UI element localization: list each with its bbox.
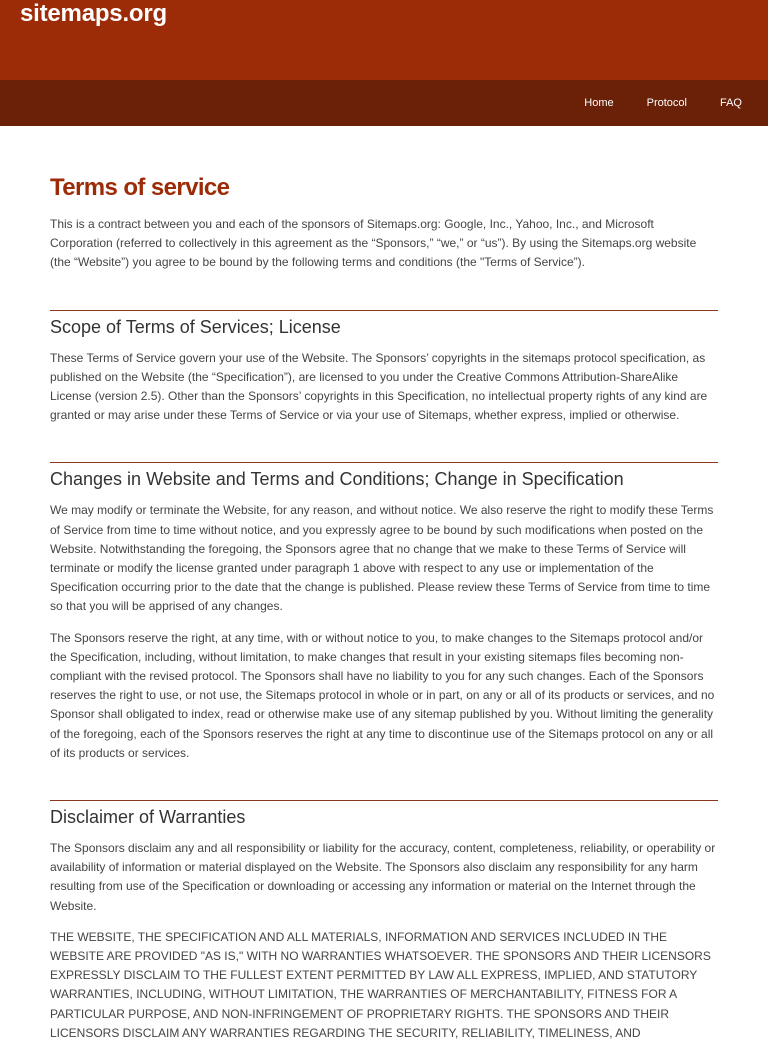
disclaimer-paragraph-2: THE WEBSITE, THE SPECIFICATION AND ALL MATERIALS, INFORMATION AND SERVICES INCLUDED IN THE WEBSITE ARE PROVIDED "AS IS," WITH NO WARRANTIES WHATSOEVER. THE SPONSORS AND THEIR LICENSORS EXPRESSLY DISCLAIM TO THE FULLEST EXTENT PERMITTED BY LAW ALL EXPRESS, IMPLIED, AND STATUTORY WARRANTIES, INCLUDING, WITHOUT LIMITATION, THE WARRANTIES OF MERCHANTABILITY, FITNESS FOR A PARTICULAR PURPOSE, AND NON-INFRINGEMENT OF PROPRIETARY RIGHTS. THE SPONSORS AND THEIR LICENSORS DISCLAIM ANY WARRANTIES REGARDING THE SECURITY, RELIABILITY, TIMELINESS, AND — [50, 929, 711, 1040]
main-nav — [584, 80, 742, 126]
changes-paragraph-1: We may modify or terminate the Website, for any reason, and without notice. We also reserve the right to modify these Terms of Service from time to time without notice, and you expressly agree to be bound by such modifications when posted on the Website. Notwithstanding the foregoing, the Sponsors agree that no change that we make to these Terms of Service will terminate or modify the license granted under paragraph 1 above with respect to any use or implementation of the Specification occurring prior to the date that the change is published. Please review these Terms of Service from time to time so that you will be apprised of any changes. — [50, 503, 714, 614]
page-title: Terms of service — [50, 174, 230, 201]
nav-link-protocol[interactable]: Protocol — [646, 97, 687, 109]
section-divider — [50, 462, 718, 463]
section-heading-changes: Changes in Website and Terms and Conditions; Change in Specification — [50, 469, 624, 490]
section-divider — [50, 800, 718, 801]
disclaimer-paragraph-1: The Sponsors disclaim any and all responsibility or liability for the accuracy, content, completeness, reliability, or operability or availability of information or material displayed on the Website. The Sponsors also disclaim any responsibility for any harm resulting from use of the Specification or downloading or accessing any information or material on the Internet through the Website. — [50, 841, 716, 913]
changes-paragraph-2: The Sponsors reserve the right, at any time, with or without notice to you, to make changes to the Sitemaps protocol and/or the Specification, including, without limitation, to make changes that result in your existing sitemaps files becoming non-compliant with the revised protocol. The Sponsors shall have no liability to you for any such changes. Each of the Sponsors reserves the right to use, or not use, the Sitemaps protocol in whole or in part, on any or all of its products or services, and no Sponsor shall obligated to index, read or otherwise make use of any sitemap published by you. Without limiting the generality of the foregoing, each of the Sponsors reserves the right at any time to discontinue use of the Sitemaps protocol on any or all of its products or services. — [50, 630, 715, 760]
site-header — [0, 0, 768, 80]
section-heading-scope: Scope of Terms of Services; License — [50, 316, 341, 337]
nav-link-faq[interactable]: FAQ — [719, 97, 742, 109]
nav-link-home[interactable]: Home — [584, 97, 614, 109]
section-heading-disclaimer: Disclaimer of Warranties — [50, 807, 246, 828]
scope-paragraph: These Terms of Service govern your use of the Website. The Sponsors’ copyrights in the sitemaps protocol specification, as published on the Website (the “Specification”), are licensed to you under the Creative Commons Attribution-ShareAlike License (version 2.5). Other than the Sponsors’ copyrights in this Specification, no intellectual property rights of any kind are granted or may arise under these Terms of Service or via your use of Sitemaps, whether express, implied or otherwise. — [50, 350, 708, 423]
intro-paragraph: This is a contract between you and each of the sponsors of Sitemaps.org: Google, Inc., Yahoo, Inc., and Microsoft Corporation (referred to collectively in this agreement as the “Sponsors,” “we,” or “us”). By using the Sitemaps.org website (the “Website”) you agree to be bound by the following terms and conditions (the "Terms of Service”). — [50, 217, 697, 270]
site-logo-link[interactable]: sitemaps.org — [20, 0, 167, 27]
section-divider — [50, 310, 718, 311]
main-content — [50, 126, 718, 1043]
nav-bar — [0, 80, 768, 126]
